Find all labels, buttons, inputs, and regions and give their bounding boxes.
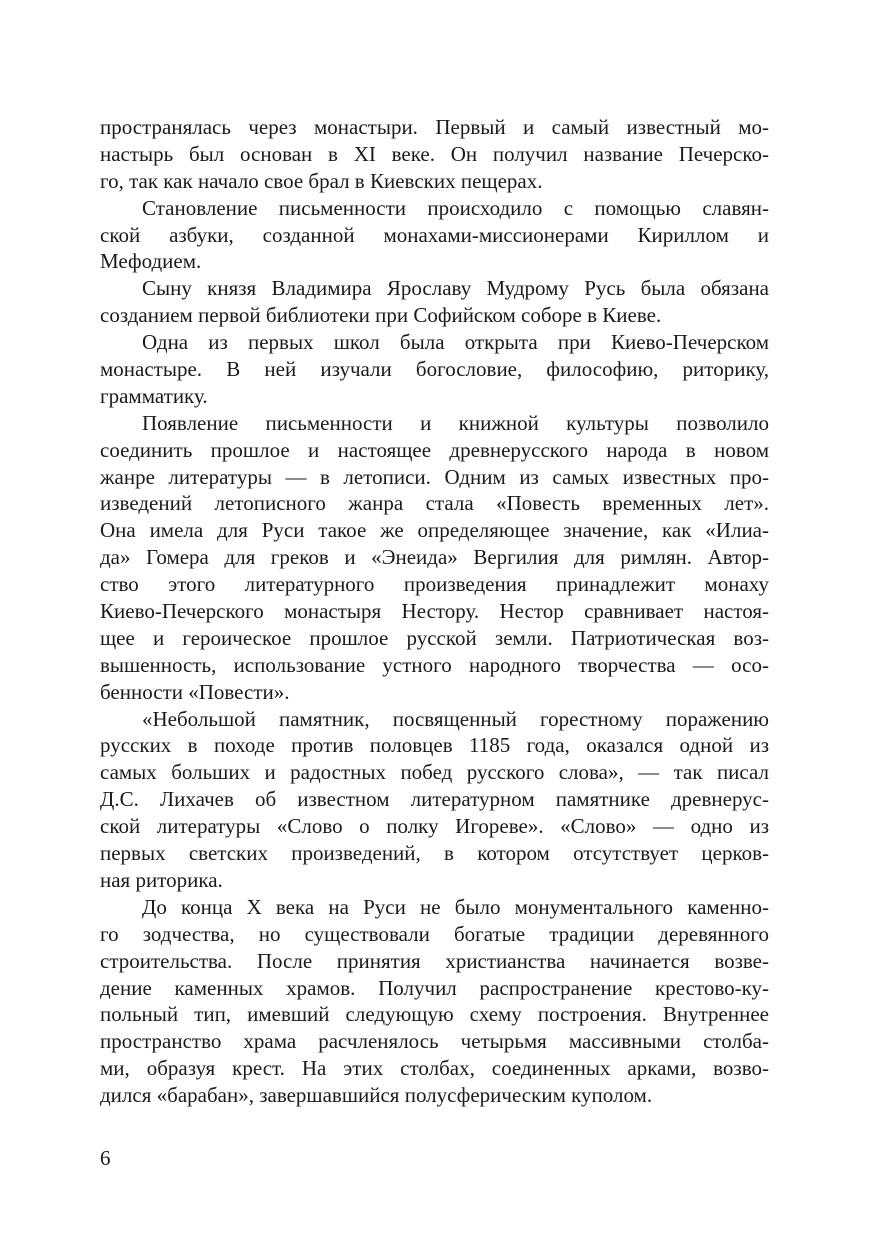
text-line: Становление письменности происходило с помощью славян- (142, 195, 769, 220)
text-line: ской литературы «Слово о полку Игореве». «Слово» — одно из (100, 814, 769, 839)
text-line: ской азбуки, созданной монахами-миссионерами Кириллом и (100, 222, 769, 247)
text-line: ми, образуя крест. На этих столбах, соединенных арками, возво- (100, 1056, 769, 1081)
paragraph (100, 894, 769, 1109)
text-line: грамматику. (100, 383, 208, 408)
page-number: 6 (100, 1146, 111, 1170)
paragraph (100, 329, 769, 410)
text-line: да» Гомера для греков и «Энеида» Вергилия для римлян. Автор- (100, 545, 769, 570)
text-line: щее и героическое прошлое русской земли. Патриотическая воз- (100, 625, 769, 650)
text-line: изведений летописного жанра стала «Повесть временных лет». (100, 491, 769, 516)
paragraph (100, 114, 769, 195)
text-line: первых светских произведений, в котором отсутствует церков- (100, 841, 769, 866)
text-line: русских в походе против половцев 1185 года, оказался одной из (100, 733, 769, 758)
text-line: До конца X века на Руси не было монументального каменно- (142, 894, 769, 919)
text-line: ная риторика. (100, 867, 223, 892)
text-line: дился «барабан», завершавшийся полусферическим куполом. (100, 1083, 653, 1108)
paragraph (100, 706, 769, 894)
text-line: созданием первой библиотеки при Софийском соборе в Киеве. (100, 303, 662, 328)
text-line: Появление письменности и книжной культуры позволило (142, 410, 769, 435)
text-line: самых больших и радостных побед русского слова», — так писал (100, 760, 769, 785)
text-line: настырь был основан в XI веке. Он получил название Печерско- (100, 141, 769, 166)
paragraph (100, 410, 769, 706)
text-line: Киево-Печерского монастыря Нестору. Нестор сравнивает настоя- (100, 599, 769, 624)
text-line: дение каменных храмов. Получил распространение крестово-ку- (100, 975, 769, 1000)
text-line: соединить прошлое и настоящее древнерусского народа в новом (100, 437, 769, 462)
text-line: польный тип, имевший следующую схему построения. Внутреннее (100, 1002, 769, 1027)
paragraph (100, 195, 769, 276)
text-line: строительства. После принятия христианства начинается возве- (100, 948, 769, 973)
page-body (100, 114, 769, 1109)
text-line: Одна из первых школ была открыта при Киево-Печерском (142, 330, 769, 355)
text-line: пространялась через монастыри. Первый и самый известный мо- (100, 115, 769, 139)
text-line: бенности «Повести». (100, 679, 290, 704)
text-line: Д.С. Лихачев об известном литературном памятнике древнерус- (100, 787, 769, 812)
text-line: го, так как начало свое брал в Киевских пещерах. (100, 168, 543, 193)
text-line: Сыну князя Владимира Ярославу Мудрому Русь была обязана (142, 276, 769, 301)
text-line: ство этого литературного произведения принадлежит монаху (100, 572, 769, 597)
text-line: вышенность, использование устного народного творчества — осо- (100, 652, 769, 677)
paragraph (100, 275, 769, 329)
text-line: Мефодием. (100, 249, 202, 274)
text-line: пространство храма расчленялось четырьмя массивными столба- (100, 1029, 769, 1054)
text-line: го зодчества, но существовали богатые традиции деревянного (100, 921, 769, 946)
text-line: монастыре. В ней изучали богословие, философию, риторику, (100, 357, 769, 382)
text-line: Она имела для Руси такое же определяющее значение, как «Илиа- (100, 518, 769, 543)
text-line: жанре литературы — в летописи. Одним из самых известных про- (100, 464, 769, 489)
text-line: «Небольшой памятник, посвященный горестному поражению (142, 706, 769, 731)
